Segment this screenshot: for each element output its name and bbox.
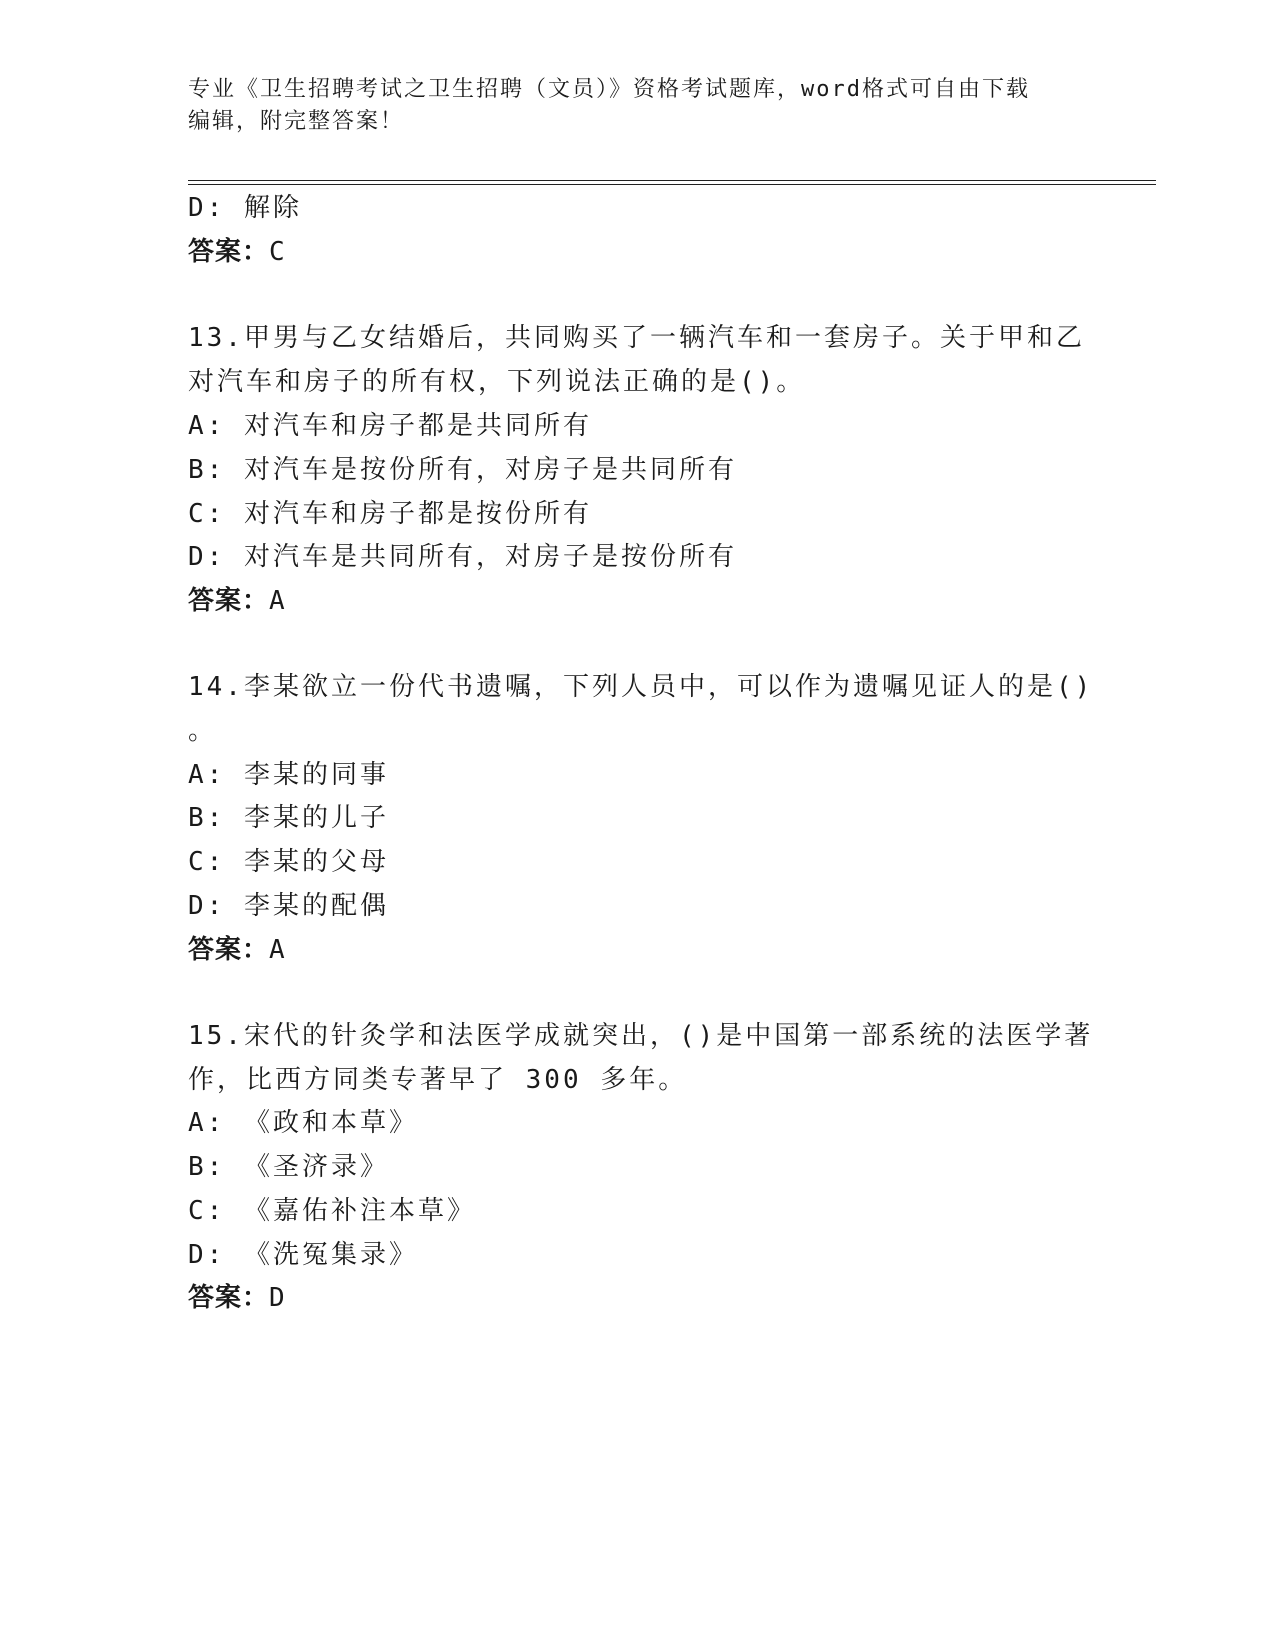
- document-header: [188, 74, 1068, 138]
- answer-value: C: [269, 237, 286, 267]
- question-15-option-d: D: 《洗冤集录》: [188, 1240, 418, 1270]
- question-15-option-a: A: 《政和本草》: [188, 1108, 418, 1138]
- question-15-option-c: C: 《嘉佑补注本草》: [188, 1196, 476, 1226]
- question-14-option-c: C: 李某的父母: [188, 847, 389, 877]
- question-14-option-d: D: 李某的配偶: [188, 891, 389, 921]
- question-13-option-d: D: 对汽车是共同所有，对房子是按份所有: [188, 542, 737, 572]
- header-line-2: 编辑，附完整答案！: [188, 109, 405, 134]
- question-15-answer: [188, 1281, 286, 1315]
- question-13-stem-line-2: 对汽车和房子的所有权，下列说法正确的是()。: [188, 367, 806, 397]
- prev-option-d: D: 解除: [188, 193, 302, 223]
- question-15-stem-line-2: 作，比西方同类专著早了 300 多年。: [188, 1065, 688, 1095]
- question-14-option-a: A: 李某的同事: [188, 760, 389, 790]
- header-divider-bottom: [188, 184, 1156, 185]
- question-13-stem-line-1: 13.甲男与乙女结婚后，共同购买了一辆汽车和一套房子。关于甲和乙: [188, 323, 1085, 353]
- answer-label: 答案：: [188, 237, 270, 267]
- question-13-option-b: B: 对汽车是按份所有，对房子是共同所有: [188, 455, 737, 485]
- question-15-stem-line-1: 15.宋代的针灸学和法医学成就突出，()是中国第一部系统的法医学著: [188, 1021, 1094, 1051]
- question-13-answer: [188, 584, 286, 618]
- answer-label: 答案：: [188, 935, 270, 965]
- question-13-option-a: A: 对汽车和房子都是共同所有: [188, 411, 592, 441]
- question-14-stem-line-2: 。: [188, 716, 218, 746]
- answer-value: A: [269, 935, 286, 965]
- question-15-option-b: B: 《圣济录》: [188, 1152, 389, 1182]
- prev-answer: [188, 235, 286, 269]
- answer-value: A: [269, 586, 286, 616]
- question-14-answer: [188, 933, 286, 967]
- question-14-stem-line-1: 14.李某欲立一份代书遗嘱，下列人员中，可以作为遗嘱见证人的是(): [188, 672, 1094, 702]
- header-line-1: 专业《卫生招聘考试之卫生招聘（文员）》资格考试题库，word格式可自由下载: [188, 77, 1030, 102]
- header-divider-top: [188, 180, 1156, 181]
- answer-label: 答案：: [188, 586, 270, 616]
- question-13-option-c: C: 对汽车和房子都是按份所有: [188, 499, 592, 529]
- answer-label: 答案：: [188, 1283, 270, 1313]
- question-14-option-b: B: 李某的儿子: [188, 803, 389, 833]
- answer-value: D: [269, 1283, 286, 1313]
